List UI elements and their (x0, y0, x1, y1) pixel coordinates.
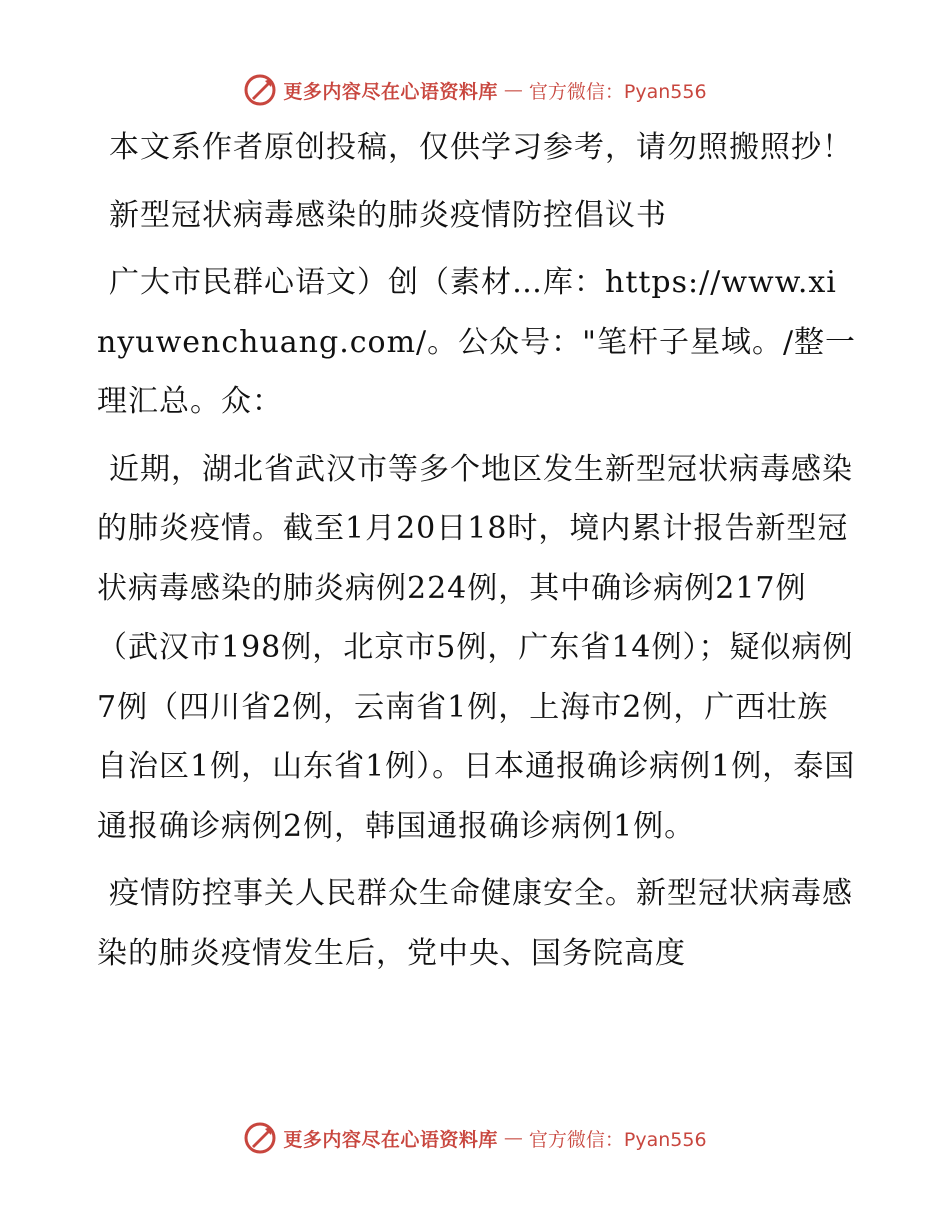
watermark-wechat: 官方微信：Pyan556 (528, 80, 707, 103)
watermark-dash: — (503, 79, 523, 101)
copyright-notice: 本文系作者原创投稿，仅供学习参考，请勿照搬照抄！ (109, 130, 853, 165)
footer-watermark (0, 1118, 950, 1158)
body-paragraph-importance: 疫情防控事关人民群众生命健康安全。新型冠状病毒感染的肺炎疫情发生后，党中央、国务院高度 (97, 876, 853, 971)
watermark-text: 更多内容尽在心语资料库 (283, 80, 498, 103)
watermark-dash: — (503, 1127, 523, 1149)
watermark-wechat: 官方微信：Pyan556 (528, 1128, 707, 1151)
watermark-text: 更多内容尽在心语资料库 (283, 1128, 498, 1151)
document-title: 新型冠状病毒感染的肺炎疫情防控倡议书 (109, 197, 667, 233)
salutation-paragraph: 广大市民群心语文）创（素材…库：https://www.xinyuwenchuang.com/。公众号："笔杆子星域。/整一理汇总。众： (97, 265, 857, 419)
quill-logo-icon (243, 1121, 277, 1155)
quill-logo-icon (243, 73, 277, 107)
header-watermark (0, 70, 950, 110)
body-paragraph-situation: 近期，湖北省武汉市等多个地区发生新型冠状病毒感染的肺炎疫情。截至1月20日18时，境内累计报告新型冠状病毒感染的肺炎病例224例，其中确诊病例217例（武汉市198例，北京市5例，广东省14例）；疑似病例7例（四川省2例，云南省1例，上海市2例，广西壮族自治区1例，山东省1例）。日本通报确诊病例1例，泰国通报确诊病例2例，韩国通报确诊病例1例。 (97, 451, 856, 844)
document-body (97, 118, 857, 983)
